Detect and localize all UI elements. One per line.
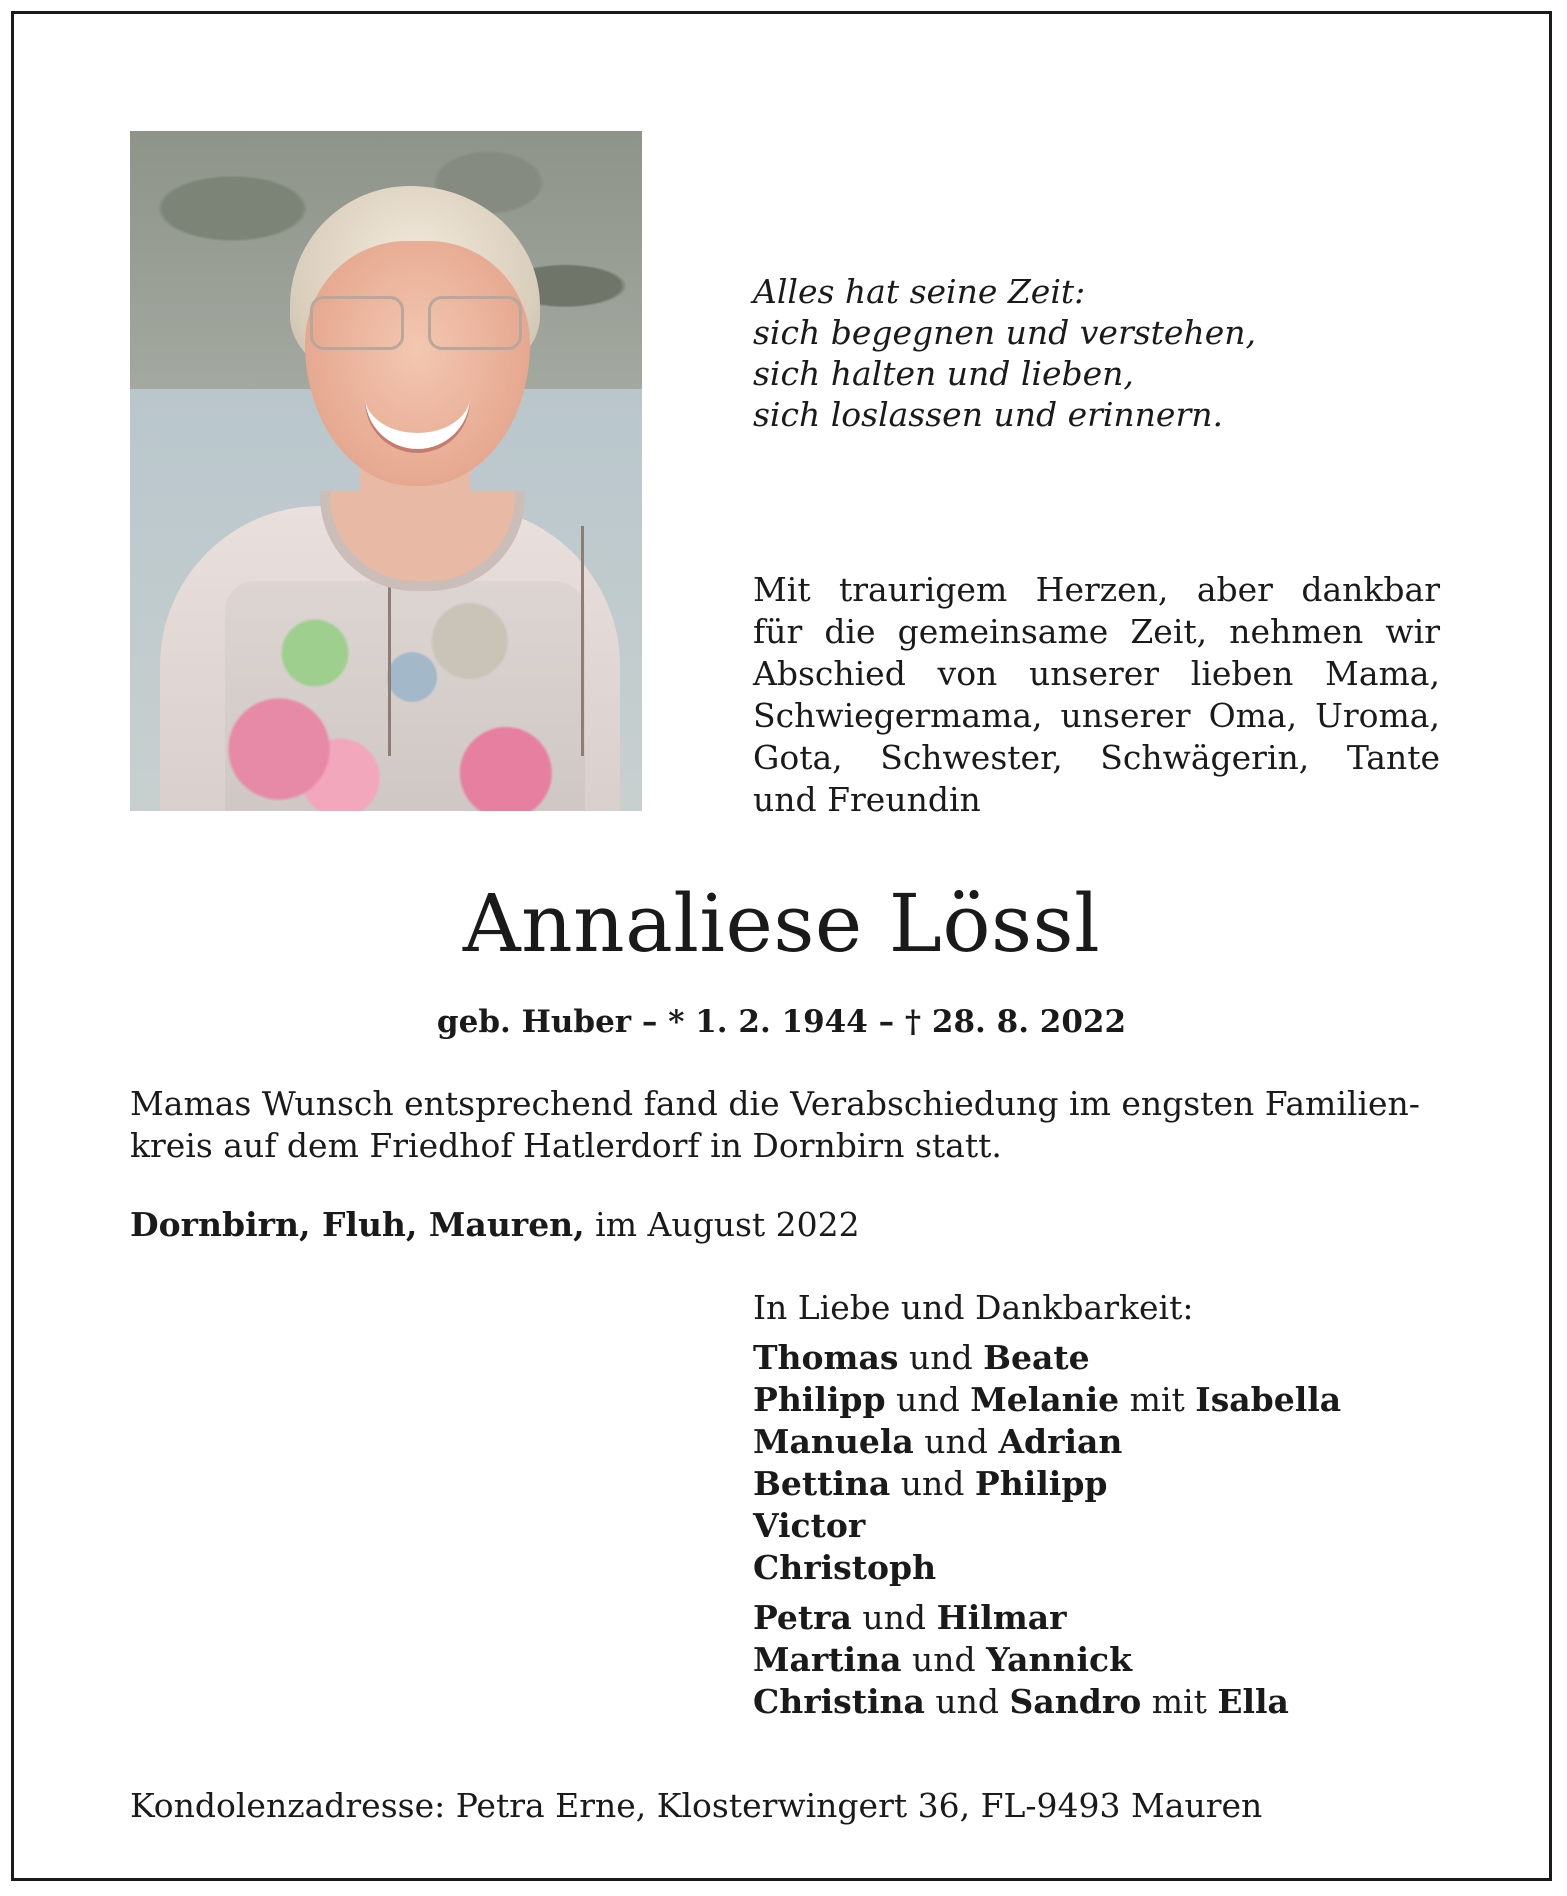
quote-line: sich loslassen und erinnern. (753, 395, 1223, 434)
family-member-name: Beate (983, 1338, 1090, 1377)
intro-word: unserer (1060, 696, 1191, 735)
family-member-name: Sandro (1009, 1682, 1142, 1721)
family-heading: In Liebe und Dankbarkeit: (753, 1288, 1194, 1327)
intro-word: Abschied (753, 654, 906, 693)
family-member-name: Christina (753, 1682, 925, 1721)
intro-word: wir (1385, 612, 1440, 651)
intro-word: lieben (1190, 654, 1294, 693)
family-connector: und (913, 1422, 999, 1461)
family-row (753, 1547, 1341, 1589)
family-member-name: Martina (753, 1640, 902, 1679)
quote-line: sich begegnen und verstehen, (753, 313, 1256, 352)
family-row (753, 1639, 1341, 1681)
family-connector: und (890, 1464, 975, 1503)
place-month: im August 2022 (584, 1205, 860, 1244)
life-dates: geb. Huber – * 1. 2. 1944 – † 28. 8. 2022 (436, 1004, 1127, 1040)
family-connector: und (901, 1640, 987, 1679)
family-row (753, 1597, 1341, 1639)
family-connector: und (924, 1682, 1010, 1721)
family-member-name: Petra (753, 1598, 852, 1637)
intro-word: für (753, 612, 803, 651)
family-member-name: Philipp (974, 1464, 1108, 1503)
family-group (753, 1597, 1341, 1723)
intro-word: Schwägerin, (1100, 738, 1310, 777)
family-connector: und (898, 1338, 984, 1377)
deceased-name: Annaliese Lössl (462, 877, 1101, 970)
intro-word: Tante (1346, 738, 1440, 777)
family-member-name: Philipp (753, 1380, 886, 1419)
intro-paragraph (753, 569, 1440, 821)
family-member-name: Yannick (986, 1640, 1132, 1679)
family-member-name: Adrian (998, 1422, 1123, 1461)
family-connector: mit (1141, 1682, 1218, 1721)
intro-line (753, 569, 1440, 611)
place-date (130, 1204, 860, 1246)
intro-word: unserer (1029, 654, 1160, 693)
family-member-name: Isabella (1195, 1380, 1342, 1419)
family-member-name: Hilmar (936, 1598, 1067, 1637)
quote (753, 271, 1256, 435)
intro-line (753, 611, 1440, 653)
portrait-photo (130, 131, 642, 811)
intro-word: Schwiegermama, (753, 696, 1043, 735)
obituary-notice (11, 11, 1552, 1881)
family-row (753, 1379, 1341, 1421)
family-list (753, 1287, 1341, 1731)
family-connector: mit (1119, 1380, 1196, 1419)
intro-word: Uroma, (1315, 696, 1440, 735)
intro-line (753, 653, 1440, 695)
family-group (753, 1337, 1341, 1589)
intro-line (753, 779, 1440, 821)
family-member-name: Christoph (753, 1548, 937, 1587)
family-member-name: Ella (1217, 1682, 1289, 1721)
intro-word: und Freundin (753, 780, 981, 819)
intro-word: die (824, 612, 876, 651)
family-member-name: Bettina (753, 1464, 891, 1503)
place-towns: Dornbirn, Fluh, Mauren, (130, 1205, 585, 1244)
family-member-name: Melanie (970, 1380, 1120, 1419)
family-connector: und (851, 1598, 937, 1637)
intro-word: traurigem (839, 570, 1008, 609)
family-row (753, 1337, 1341, 1379)
intro-word: Gota, (753, 738, 843, 777)
intro-word: dankbar (1301, 570, 1440, 609)
family-row (753, 1681, 1341, 1723)
farewell-line: kreis auf dem Friedhof Hatlerdorf in Dornbirn statt. (130, 1126, 1002, 1165)
family-member-name: Thomas (753, 1338, 899, 1377)
intro-word: Schwester, (880, 738, 1063, 777)
intro-line (753, 695, 1440, 737)
intro-word: von (937, 654, 998, 693)
intro-line (753, 737, 1440, 779)
family-connector: und (885, 1380, 971, 1419)
intro-word: Mit (753, 570, 811, 609)
intro-word: gemeinsame (897, 612, 1109, 651)
farewell-line: Mamas Wunsch entsprechend fand die Verabschiedung im engsten Familien- (130, 1084, 1420, 1123)
farewell-note (130, 1083, 1420, 1167)
intro-word: Oma, (1208, 696, 1298, 735)
intro-word: Herzen, (1035, 570, 1169, 609)
condolence-address: Kondolenzadresse: Petra Erne, Klosterwingert 36, FL-9493 Mauren (130, 1786, 1263, 1825)
family-member-name: Manuela (753, 1422, 914, 1461)
intro-word: nehmen (1229, 612, 1364, 651)
intro-word: aber (1196, 570, 1273, 609)
family-member-name: Victor (753, 1506, 866, 1545)
photo-glasses (310, 296, 525, 351)
quote-line: sich halten und lieben, (753, 354, 1134, 393)
quote-line: Alles hat seine Zeit: (753, 272, 1086, 311)
intro-word: Zeit, (1130, 612, 1208, 651)
family-row (753, 1505, 1341, 1547)
family-row (753, 1421, 1341, 1463)
intro-word: Mama, (1325, 654, 1440, 693)
family-row (753, 1463, 1341, 1505)
